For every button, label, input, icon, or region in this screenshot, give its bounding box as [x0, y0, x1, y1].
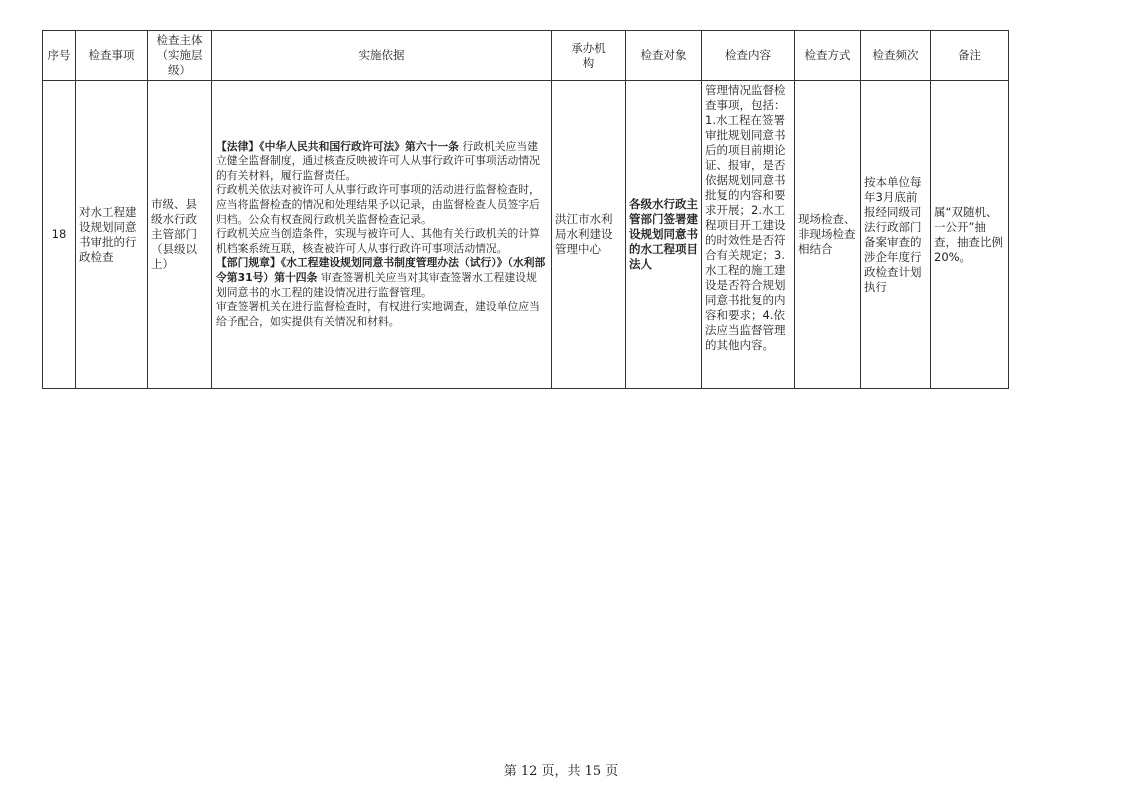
page-footer: 第 12 页，共 15 页 [503, 764, 619, 779]
header-subject: 检查主体（实施层级） [148, 31, 212, 81]
basis-law-title: 《中华人民共和国行政许可法》第六十一条 [259, 139, 459, 153]
basis-law-text-1: 行政机关应当建立健全监督制度，通过核查反映被许可人从事行政许可事项活动情况的有关材料，履行监督责任。 [216, 139, 540, 182]
header-content: 检查内容 [702, 31, 795, 81]
cell-seq: 18 [43, 81, 76, 389]
cell-basis [212, 81, 552, 389]
table-row [43, 81, 1009, 389]
basis-law-tag: 【法律】 [216, 139, 260, 153]
header-object: 检查对象 [626, 31, 702, 81]
basis-law-text-2: 行政机关依法对被许可人从事行政许可事项的活动进行监督检查时，应当将监督检查的情况和处理结果予以记录，由监督检查人员签字后归档。公众有权查阅行政机关监督检查记录。 [216, 183, 540, 226]
cell-note: 属“双随机、一公开”抽查，抽查比例20%。 [931, 81, 1009, 389]
header-org: 承办机构 [552, 31, 626, 81]
basis-reg-paragraph [216, 256, 547, 300]
cell-method: 现场检查、非现场检查相结合 [795, 81, 861, 389]
table-header-row [43, 31, 1009, 81]
cell-content: 管理情况监督检查事项，包括：1.水工程在签署审批规划同意书后的项目前期论证、报审，是否依据规划同意书批复的内容和要求开展；2.水工程项目开工建设的时效性是否符合有关规定；3.水工程的施工建设是否符合规划同意书批复的内容和要求；4.依法应当监督管理的其他内容。 [702, 81, 795, 389]
cell-object: 各级水行政主管部门签署建设规划同意书的水工程项目法人 [626, 81, 702, 389]
cell-org: 洪江市水利局水利建设管理中心 [552, 81, 626, 389]
header-method: 检查方式 [795, 31, 861, 81]
basis-reg-tag: 【部门规章】 [216, 256, 281, 270]
header-seq: 序号 [43, 31, 76, 81]
header-basis: 实施依据 [212, 31, 552, 81]
basis-reg-text-1: 审查签署机关应当对其审查签署水工程建设规划同意书的水工程的建设情况进行监督管理。 [216, 270, 537, 299]
header-item: 检查事项 [76, 31, 148, 81]
basis-reg-title: 《水工程建设规划同意书制度管理办法（试行）》（水利部令第31号）第十四条 [216, 256, 546, 284]
inspection-table [42, 30, 1009, 389]
basis-reg-text-2: 审查签署机关在进行监督检查时，有权进行实地调查，建设单位应当给予配合，如实提供有关情况和材料。 [216, 300, 540, 328]
basis-law-paragraph [216, 140, 547, 184]
cell-subject: 市级、县级水行政主管部门（县级以上） [148, 81, 212, 389]
header-frequency: 检查频次 [861, 31, 931, 81]
header-note: 备注 [931, 31, 1009, 81]
basis-law-text-3: 行政机关应当创造条件，实现与被许可人、其他有关行政机关的计算机档案系统互联，核查被许可人从事行政许可事项活动情况。 [216, 227, 540, 255]
cell-frequency: 按本单位每年3月底前报经同级司法行政部门备案审查的涉企年度行政检查计划执行 [861, 81, 931, 389]
cell-item: 对水工程建设规划同意书审批的行政检查 [76, 81, 148, 389]
